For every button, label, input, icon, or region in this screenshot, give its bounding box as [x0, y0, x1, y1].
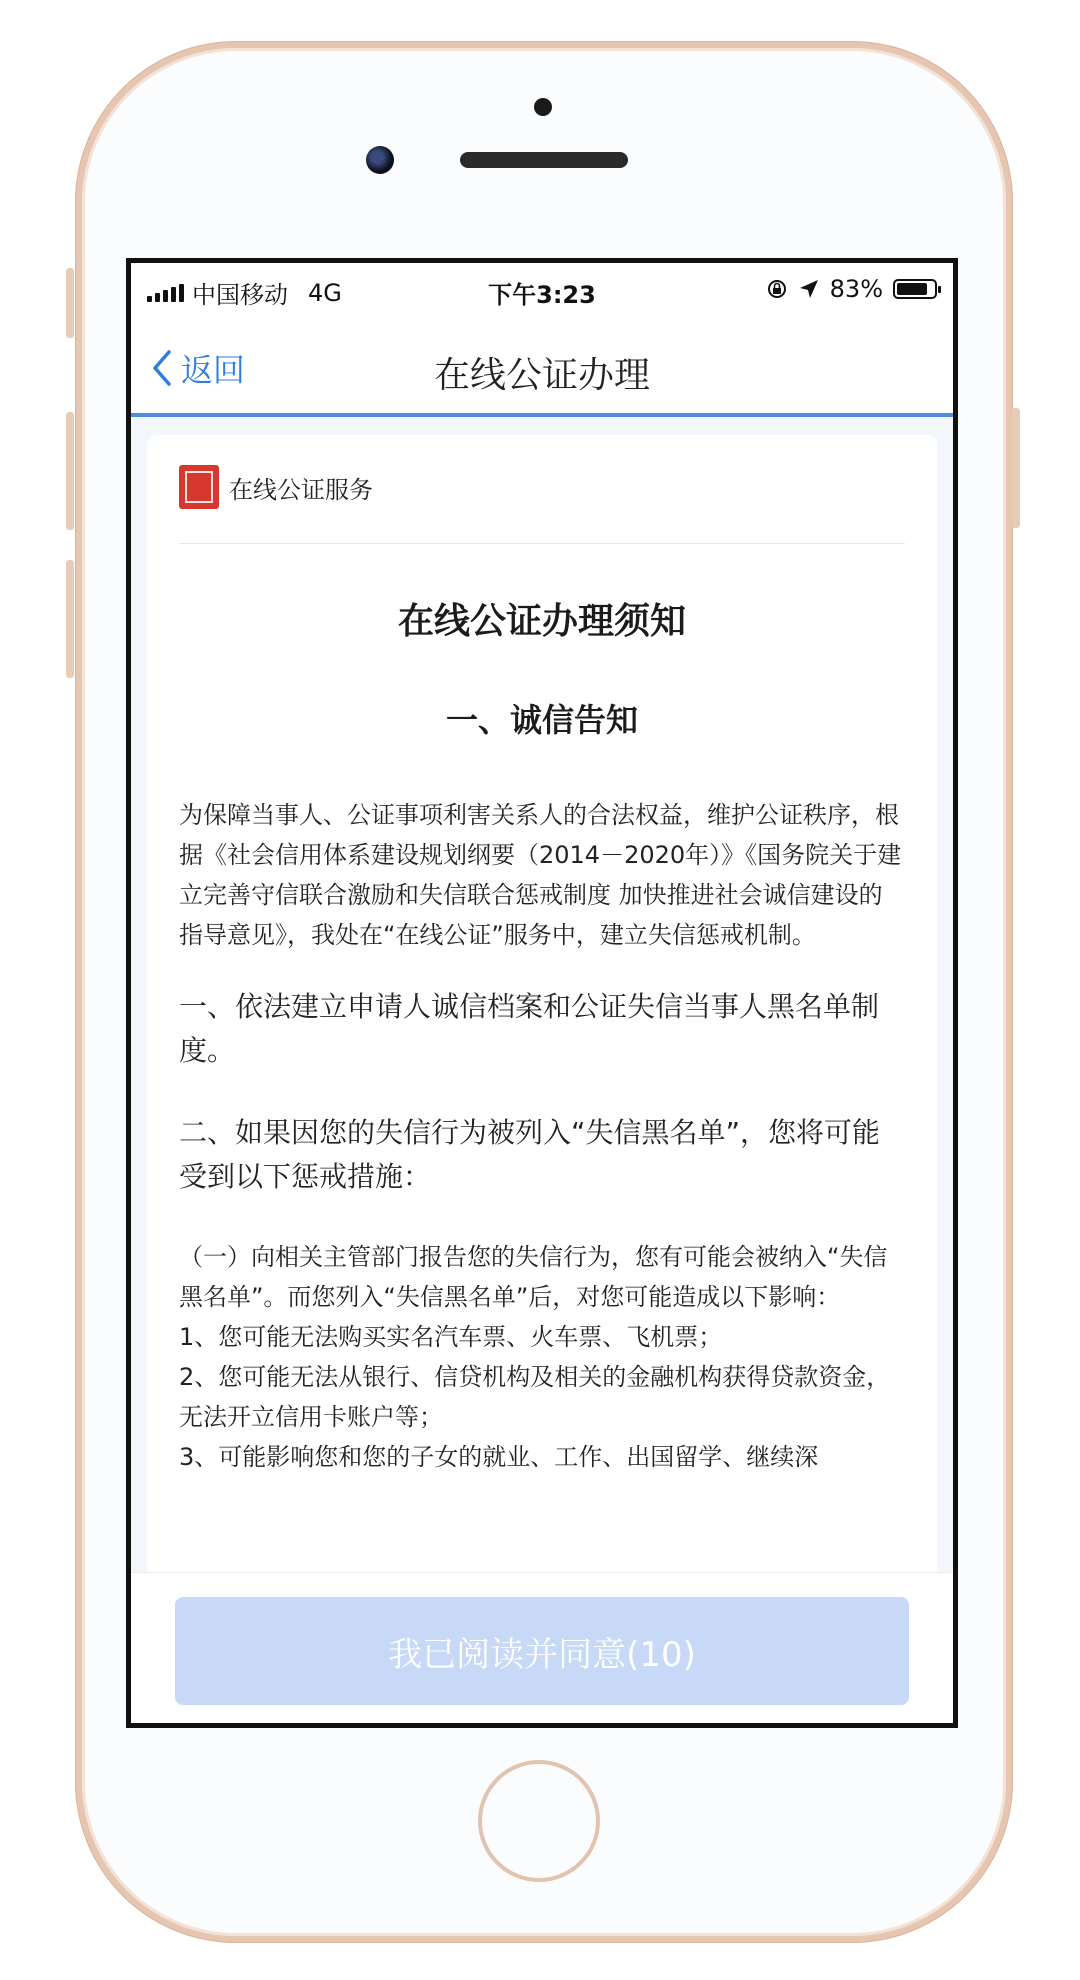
earpiece-speaker	[460, 152, 628, 168]
phone-screen	[126, 258, 958, 1728]
back-label: 返回	[181, 351, 246, 389]
power-button	[1012, 408, 1020, 528]
mute-switch	[66, 268, 74, 338]
paragraph-item-1: 一、依法建立申请人诚信档案和公证失信当事人黑名单制度。	[179, 990, 880, 1067]
notice-body	[179, 795, 905, 1477]
carrier-label: 中国移动	[192, 281, 288, 309]
section-title: 一、诚信告知	[445, 701, 638, 739]
status-time: 下午3:23	[488, 281, 596, 309]
footer-bar	[131, 1572, 953, 1723]
seal-logo-icon	[179, 465, 219, 509]
volume-down-button	[66, 560, 74, 678]
page-title: 在线公证办理	[433, 355, 650, 396]
notice-card[interactable]	[147, 435, 937, 1585]
status-bar	[131, 263, 953, 323]
document-title: 在线公证办理须知	[397, 601, 686, 642]
agree-button[interactable]: 我已阅读并同意(10)	[175, 1597, 909, 1705]
paragraph-intro: 为保障当事人、公证事项利害关系人的合法权益，维护公证秩序，根据《社会信用体系建设规划纲要（2014－2020年）》《国务院关于建立完善守信联合激励和失信联合惩戒制度 加快推进社会诚信建设的指导意见》，我处在“在线公证”服务中，建立失信惩戒机制。	[179, 801, 902, 949]
front-camera	[366, 146, 394, 174]
volume-up-button	[66, 412, 74, 530]
status-right	[766, 275, 937, 303]
paragraph-item-2: 二、如果因您的失信行为被列入“失信黑名单”，您将可能受到以下惩戒措施：	[179, 1116, 881, 1193]
proximity-sensor	[534, 98, 552, 116]
location-arrow-icon	[798, 278, 820, 300]
paragraph-impact-2: 2、您可能无法从银行、信贷机构及相关的金融机构获得贷款资金，无法开立信用卡账户等；	[179, 1363, 891, 1431]
service-brand	[179, 465, 373, 509]
paragraph-impact-3: 3、可能影响您和您的子女的就业、工作、出国留学、继续深	[179, 1443, 819, 1471]
battery-fill	[897, 283, 927, 295]
orientation-lock-icon	[766, 278, 788, 300]
paragraph-sub-1: （一）向相关主管部门报告您的失信行为，您有可能会被纳入“失信黑名单”。而您列入“失信黑名单”后，对您可能造成以下影响：	[179, 1243, 888, 1311]
battery-icon	[893, 279, 937, 299]
home-button[interactable]	[478, 1760, 600, 1882]
divider	[179, 543, 905, 544]
navigation-bar	[131, 323, 953, 417]
brand-name: 在线公证服务	[229, 475, 373, 504]
battery-percent: 83%	[829, 275, 883, 303]
paragraph-impact-1: 1、您可能无法购买实名汽车票、火车票、飞机票；	[179, 1323, 723, 1351]
network-label: 4G	[308, 278, 342, 307]
